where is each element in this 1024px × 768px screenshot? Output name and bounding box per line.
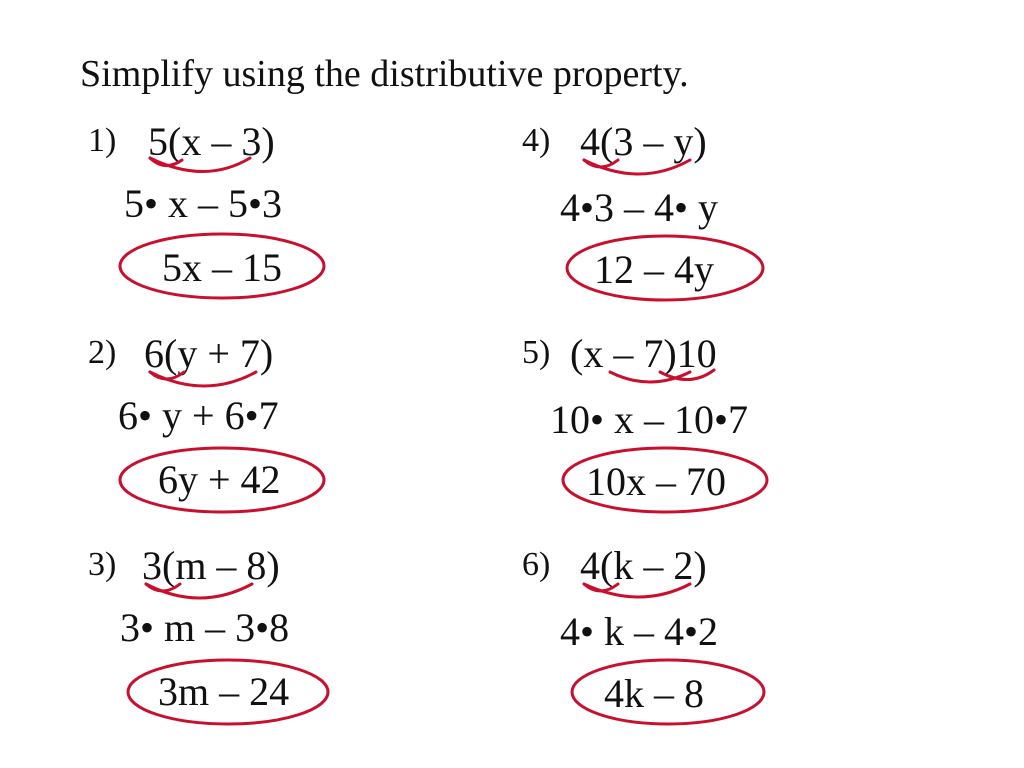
- distribution-step: 3• m – 3•8: [120, 605, 290, 650]
- slide-title: Simplify using the distributive property.: [80, 53, 689, 95]
- problem-number: 4): [522, 122, 551, 159]
- problem-expression: 4(3 – y): [580, 119, 707, 164]
- answer: 5x – 15: [162, 245, 282, 290]
- problem-5: [522, 331, 942, 534]
- problem-3: [88, 543, 508, 746]
- problem-number: 5): [522, 334, 551, 371]
- distribution-step: 4• k – 4•2: [560, 609, 719, 654]
- problem-expression: 4(k – 2): [580, 543, 707, 588]
- distribution-step: 4•3 – 4• y: [560, 185, 719, 230]
- problem-number: 2): [88, 334, 117, 371]
- problem-2: [88, 331, 508, 534]
- problem-number: 1): [88, 122, 117, 159]
- problem-number: 3): [88, 546, 117, 583]
- problem-6: [522, 543, 942, 746]
- answer: 3m – 24: [158, 669, 290, 714]
- answer: 12 – 4y: [594, 247, 714, 292]
- answer: 4k – 8: [604, 671, 704, 716]
- problem-expression: 5(x – 3): [148, 119, 275, 164]
- problem-expression: 6(y + 7): [144, 331, 274, 376]
- problem-number: 6): [522, 546, 551, 583]
- distribution-step: 10• x – 10•7: [550, 397, 749, 442]
- answer: 10x – 70: [586, 459, 726, 504]
- problem-4: [522, 119, 942, 322]
- problem-expression: (x – 7)10: [570, 331, 717, 376]
- problem-1: [88, 119, 508, 322]
- answer: 6y + 42: [158, 457, 281, 502]
- problem-expression: 3(m – 8): [142, 543, 280, 588]
- distribution-step: 6• y + 6•7: [118, 393, 279, 438]
- distribution-step: 5• x – 5•3: [124, 181, 283, 226]
